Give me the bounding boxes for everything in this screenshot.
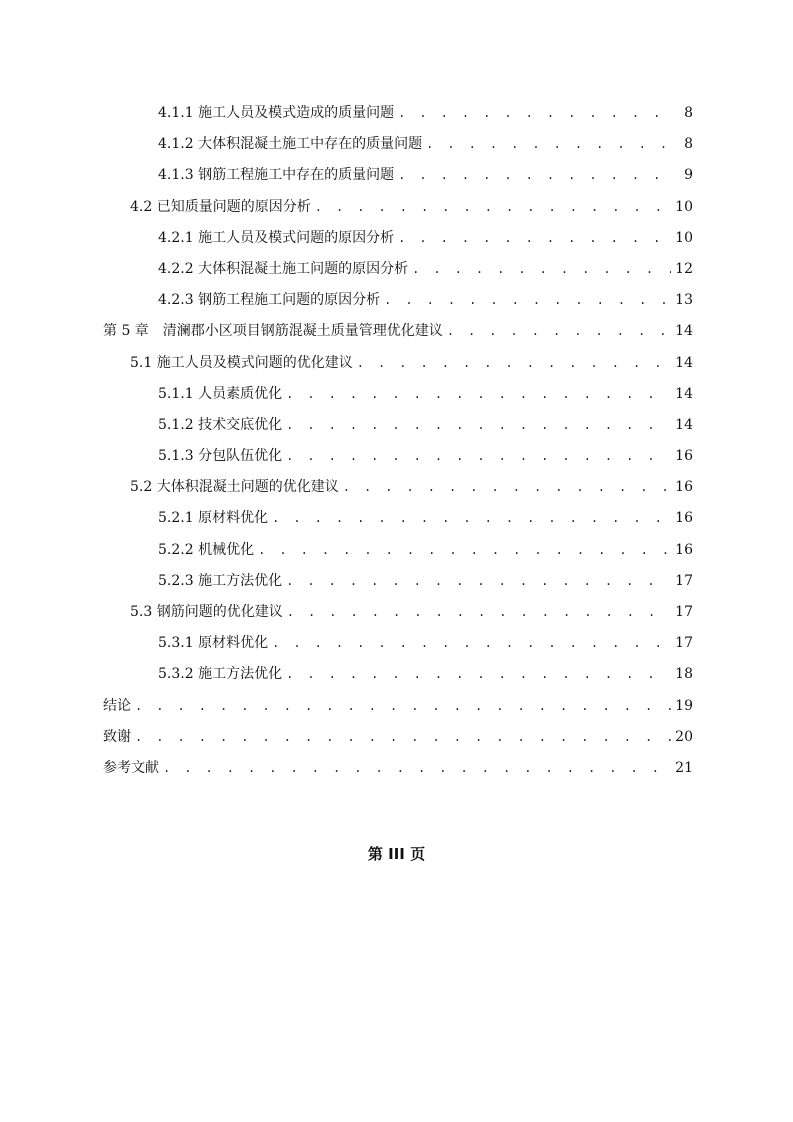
toc-entry[interactable] (103, 753, 693, 784)
toc-leader-dots (272, 628, 671, 659)
toc-leader-dots (163, 753, 671, 784)
page-number-footer: 第 III 页 (367, 845, 426, 863)
toc-leader-dots (315, 192, 671, 223)
toc-entry-page: 17 (675, 604, 693, 620)
toc-entry-title: 4.1.1 施工人员及模式造成的质量问题 (158, 105, 395, 121)
toc-entry[interactable] (103, 379, 693, 410)
toc-entry-page: 21 (675, 759, 693, 776)
toc-leader-dots (398, 98, 671, 129)
toc-entry[interactable] (103, 160, 693, 191)
toc-entry[interactable] (103, 597, 693, 628)
toc-leader-dots (258, 535, 671, 566)
toc-entry-page: 18 (675, 666, 693, 683)
toc-entry[interactable] (103, 129, 693, 160)
toc-leader-dots (412, 254, 671, 285)
toc-entry-title: 5.3.1 原材料优化 (158, 635, 269, 652)
toc-entry-page: 10 (675, 229, 693, 246)
toc-entry[interactable] (103, 659, 693, 690)
toc-entry-title: 4.2 已知质量问题的原因分析 (130, 198, 311, 215)
toc-entry[interactable] (103, 285, 693, 316)
toc-entry-page: 16 (675, 541, 693, 558)
toc-leader-dots (343, 472, 671, 503)
toc-entry-page: 8 (684, 105, 693, 121)
toc-entry-title: 5.1 施工人员及模式问题的优化建议 (130, 354, 353, 371)
toc-entry[interactable] (103, 348, 693, 379)
toc-entry-page: 16 (675, 510, 693, 527)
toc-entry-title: 4.2.3 钢筋工程施工问题的原因分析 (158, 292, 381, 309)
toc-entry-page: 13 (675, 292, 693, 309)
toc-entry[interactable] (103, 192, 693, 223)
toc-leader-dots (287, 597, 671, 628)
toc-entry-title: 参考文献 (103, 759, 159, 776)
toc-leader-dots (447, 316, 671, 347)
toc-entry-page: 9 (684, 167, 693, 184)
table-of-contents (103, 98, 693, 784)
toc-entry-page: 10 (675, 198, 693, 215)
toc-entry-title: 4.2.1 施工人员及模式问题的原因分析 (158, 229, 395, 246)
toc-entry[interactable] (103, 316, 693, 347)
toc-leader-dots (357, 348, 671, 379)
toc-entry-title: 5.2 大体积混凝土问题的优化建议 (130, 479, 339, 496)
toc-entry-title: 5.3 钢筋问题的优化建议 (130, 604, 283, 620)
toc-entry-page: 20 (675, 728, 693, 745)
toc-entry-title: 5.1.3 分包队伍优化 (158, 448, 283, 465)
toc-entry-page: 17 (675, 635, 693, 652)
toc-leader-dots (286, 441, 671, 472)
toc-leader-dots (286, 566, 671, 597)
toc-entry[interactable] (103, 98, 693, 129)
toc-entry-page: 14 (675, 416, 693, 433)
toc-leader-dots (384, 285, 671, 316)
toc-entry-title: 第 5 章 清澜郡小区项目钢筋混凝土质量管理优化建议 (103, 323, 443, 340)
toc-entry[interactable] (103, 472, 693, 503)
toc-entry[interactable] (103, 691, 693, 722)
toc-entry-title: 4.1.3 钢筋工程施工中存在的质量问题 (158, 167, 395, 184)
toc-entry-page: 17 (675, 572, 693, 589)
toc-entry-page: 12 (675, 260, 693, 277)
toc-leader-dots (398, 223, 671, 254)
toc-entry[interactable] (103, 535, 693, 566)
toc-entry-title: 5.2.3 施工方法优化 (158, 572, 283, 589)
toc-leader-dots (135, 722, 671, 753)
toc-entry-page: 8 (684, 136, 693, 153)
toc-leader-dots (398, 160, 671, 191)
toc-entry-title: 4.1.2 大体积混凝土施工中存在的质量问题 (158, 136, 423, 153)
toc-entry-title: 致谢 (103, 728, 131, 745)
toc-entry-page: 14 (675, 385, 693, 402)
toc-entry-title: 5.3.2 施工方法优化 (158, 666, 283, 683)
toc-entry-title: 5.1.2 技术交底优化 (158, 416, 283, 433)
toc-entry-page: 19 (675, 697, 693, 714)
toc-leader-dots (286, 410, 671, 441)
toc-leader-dots (286, 379, 671, 410)
toc-entry[interactable] (103, 722, 693, 753)
toc-entry[interactable] (103, 566, 693, 597)
toc-entry-page: 14 (675, 323, 693, 340)
toc-entry[interactable] (103, 441, 693, 472)
toc-entry-page: 16 (675, 479, 693, 496)
toc-entry[interactable] (103, 628, 693, 659)
toc-entry-page: 14 (675, 354, 693, 371)
toc-entry-title: 5.1.1 人员素质优化 (158, 385, 283, 402)
toc-entry-page: 16 (675, 448, 693, 465)
toc-entry-title: 4.2.2 大体积混凝土施工问题的原因分析 (158, 260, 409, 277)
toc-entry-title: 结论 (103, 697, 131, 714)
toc-entry[interactable] (103, 254, 693, 285)
toc-entry-title: 5.2.2 机械优化 (158, 541, 255, 558)
toc-leader-dots (426, 129, 671, 160)
toc-leader-dots (135, 691, 671, 722)
toc-entry[interactable] (103, 503, 693, 534)
toc-entry-title: 5.2.1 原材料优化 (158, 510, 269, 527)
toc-entry[interactable] (103, 410, 693, 441)
toc-entry[interactable] (103, 223, 693, 254)
toc-leader-dots (286, 659, 671, 690)
toc-leader-dots (272, 503, 671, 534)
